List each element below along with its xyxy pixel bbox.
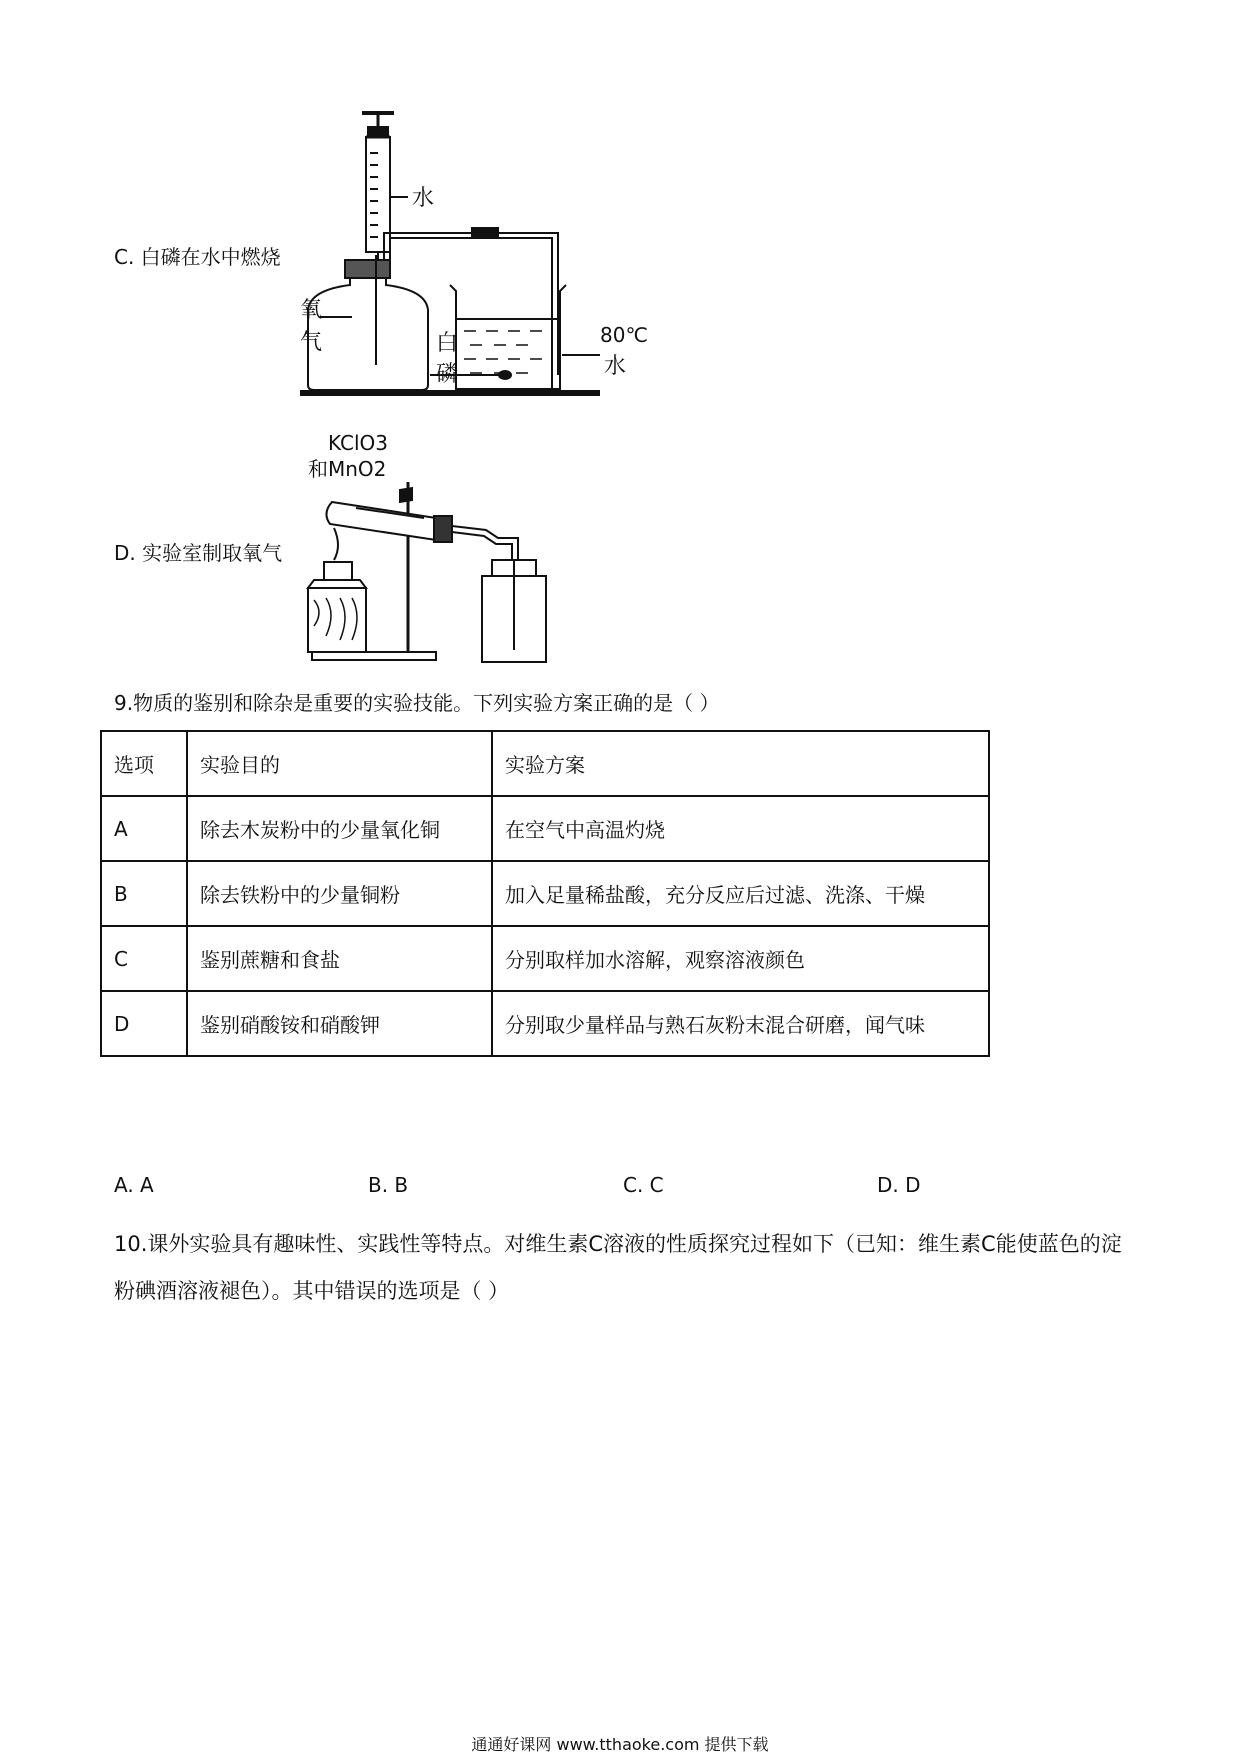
reagent-label-2: 和MnO2: [308, 457, 387, 481]
table-header-row: [101, 731, 989, 796]
reagent-label-1: KClO3: [328, 431, 389, 455]
table-row: [101, 796, 989, 861]
row-plan: 分别取少量样品与熟石灰粉末混合研磨，闻气味: [492, 991, 989, 1056]
table-row: [101, 991, 989, 1056]
phosphorus-burning-apparatus: [300, 105, 648, 405]
test-tube: [326, 502, 452, 542]
answer-choice-d: D. D: [877, 1173, 921, 1197]
question9-stem: 9.物质的鉴别和除杂是重要的实验技能。下列实验方案正确的是（ ）: [114, 691, 720, 715]
row-plan: 加入足量稀盐酸，充分反应后过滤、洗涤、干燥: [492, 861, 989, 926]
question10-stem: 10.课外实验具有趣味性、实践性等特点。对维生素C溶液的性质探究过程如下（已知：维生素C能使蓝色的淀粉碘酒溶液褪色）。其中错误的选项是（ ）: [114, 1232, 1122, 1303]
row-option: C: [101, 926, 187, 991]
header-purpose: 实验目的: [187, 731, 492, 796]
row-option: D: [101, 991, 187, 1056]
header-plan: 实验方案: [492, 731, 989, 796]
table-row: [101, 926, 989, 991]
phosphorus-label-1: 白: [436, 331, 459, 356]
alcohol-lamp: [308, 528, 366, 652]
row-option: B: [101, 861, 187, 926]
option-c-label: C. 白磷在水中燃烧: [114, 245, 281, 269]
oxygen-label-2: 气: [300, 330, 323, 355]
oxygen-label-1: 氧: [300, 298, 323, 323]
row-purpose: 除去木炭粉中的少量氧化铜: [187, 796, 492, 861]
table-base: [300, 390, 600, 396]
row-plan: 分别取样加水溶解，观察溶液颜色: [492, 926, 989, 991]
row-plan: 在空气中高温灼烧: [492, 796, 989, 861]
oxygen-bottle: [308, 255, 428, 390]
option-d-label: D. 实验室制取氧气: [114, 541, 283, 565]
syringe-water-label: 水: [412, 186, 435, 211]
phosphorus-label-2: 磷: [436, 362, 459, 387]
question9-table: [100, 730, 990, 1057]
row-purpose: 鉴别蔗糖和食盐: [187, 926, 492, 991]
temperature-label: 80℃: [600, 323, 648, 347]
collecting-bottle: [482, 560, 546, 662]
page-footer: 通通好课网 www.tthaoke.com 提供下载: [471, 1735, 769, 1754]
table-row: [101, 861, 989, 926]
hot-water-label: 水: [604, 354, 627, 379]
header-option: 选项: [101, 731, 187, 796]
answer-choice-b: B. B: [368, 1173, 409, 1197]
oxygen-preparation-apparatus: [300, 430, 600, 665]
row-purpose: 鉴别硝酸铵和硝酸钾: [187, 991, 492, 1056]
answer-choice-c: C. C: [623, 1173, 664, 1197]
row-option: A: [101, 796, 187, 861]
answer-choice-a: A. A: [114, 1173, 154, 1197]
stand-base: [312, 652, 436, 660]
row-purpose: 除去铁粉中的少量铜粉: [187, 861, 492, 926]
